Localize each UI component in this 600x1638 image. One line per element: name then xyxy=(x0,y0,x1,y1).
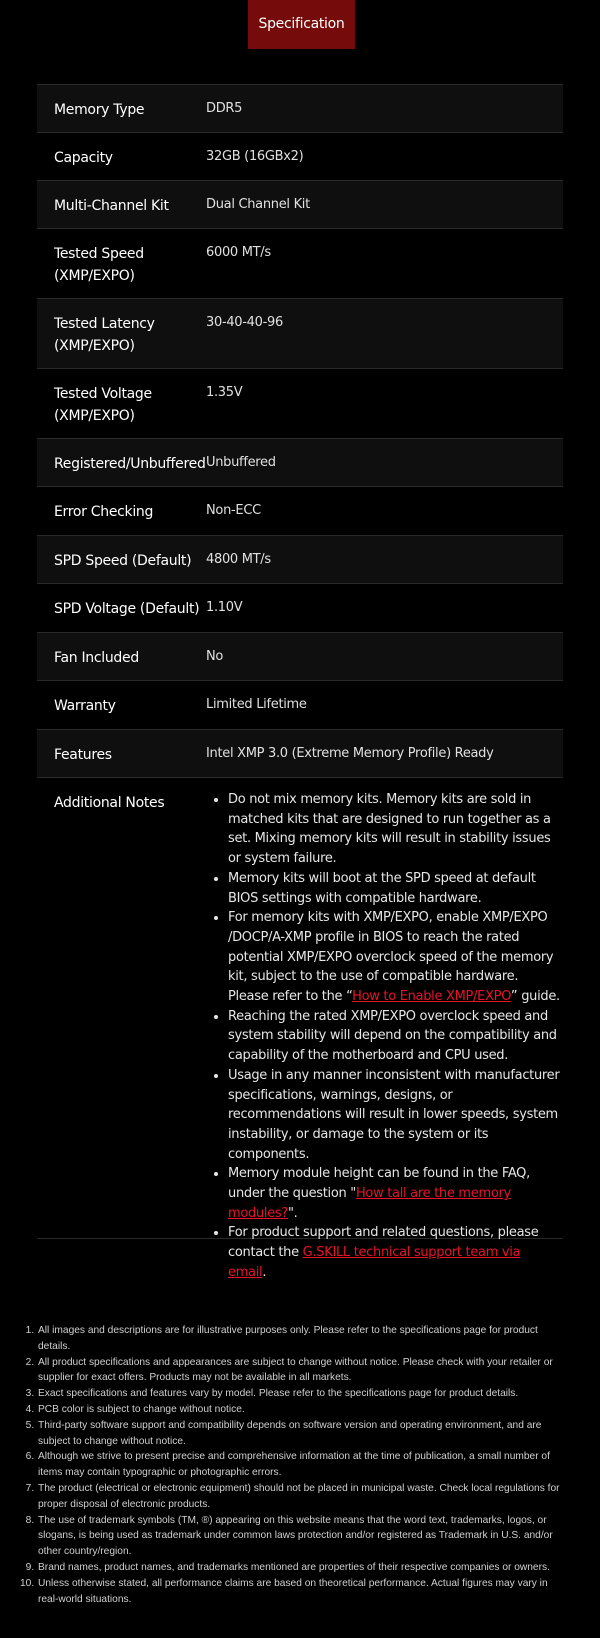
spec-value: DDR5 xyxy=(206,101,243,116)
spec-row-tested-voltage xyxy=(37,369,563,439)
spec-value: Non-ECC xyxy=(206,503,261,518)
spec-label: SPD Voltage (Default) xyxy=(54,601,200,617)
spec-label: Tested Voltage (XMP/EXPO) xyxy=(54,386,152,424)
spec-row-tested-latency xyxy=(37,299,563,369)
xmp-guide-link[interactable]: How to Enable XMP/EXPO xyxy=(352,989,511,1005)
spec-label: Tested Latency (XMP/EXPO) xyxy=(54,316,155,354)
spec-value: Dual Channel Kit xyxy=(206,197,310,212)
note-text: . xyxy=(262,1264,267,1280)
note-text: ". xyxy=(288,1205,298,1221)
module-height-faq-link[interactable]: How tall are the memory modules? xyxy=(228,1186,511,1221)
footnote-item: 3. Exact specifications and features vary by model. Please refer to the specifications page for product details. xyxy=(37,1386,566,1402)
support-email-link[interactable]: G.SKILL technical support team via email xyxy=(228,1245,521,1280)
footnotes xyxy=(0,1323,566,1607)
footnote-item: 8. The use of trademark symbols (TM, ®) appearing on this website means that the word text, trademarks, logos, or slogans, is being used as trademark under common laws protection and/or registered as Trademark in U.S. and/or other country/region. xyxy=(37,1513,566,1560)
footnote-item: 10. Unless otherwise stated, all performance claims are based on theoretical performance. Actual figures may vary in real-world situations. xyxy=(37,1576,566,1608)
footnote-item: 1. All images and descriptions are for illustrative purposes only. Please refer to the specifications page for product details. xyxy=(37,1323,566,1355)
tab-bar xyxy=(0,0,600,50)
spec-value: Limited Lifetime xyxy=(206,697,307,712)
footnote-item: 6. Although we strive to present precise and comprehensive information at the time of publication, a small number of items may contain typographic or photographic errors. xyxy=(37,1449,566,1481)
spec-row-capacity xyxy=(37,133,563,181)
spec-row-fan-included xyxy=(37,633,563,681)
spec-value: 1.10V xyxy=(206,600,243,615)
spec-label: Features xyxy=(54,747,112,763)
spec-row-warranty xyxy=(37,681,563,730)
spec-label: Registered/Unbuffered xyxy=(54,456,206,472)
note-text: Do not mix memory kits. Memory kits are sold in matched kits that are designed to run together as a set. Mixing memory kits will result in stability issues or system failure. xyxy=(228,792,551,867)
spec-value: 6000 MT/s xyxy=(206,245,271,260)
list-item xyxy=(228,908,563,1007)
notes-list xyxy=(206,790,563,1283)
spec-value: 4800 MT/s xyxy=(206,552,271,567)
spec-row-registered-unbuffered xyxy=(37,439,563,487)
list-item xyxy=(228,1066,563,1165)
list-item xyxy=(228,1007,563,1066)
spec-row-features xyxy=(37,730,563,778)
spec-row-multi-channel-kit xyxy=(37,181,563,229)
spec-row-memory-type xyxy=(37,85,563,133)
footnote-item: 7. The product (electrical or electronic equipment) should not be placed in municipal waste. Check local regulations for proper disposal of electronic products. xyxy=(37,1481,566,1513)
spec-label: Warranty xyxy=(54,698,116,714)
spec-value: Intel XMP 3.0 (Extreme Memory Profile) Ready xyxy=(206,746,494,761)
spec-label: SPD Speed (Default) xyxy=(54,553,192,569)
spec-label: Capacity xyxy=(54,150,113,166)
spec-value: 1.35V xyxy=(206,385,243,400)
note-text: For product support and related questions, please contact the xyxy=(228,1225,539,1261)
note-text: For memory kits with XMP/EXPO, enable XMP/EXPO /DOCP/A-XMP profile in BIOS to reach the rated potential XMP/EXPO overclock speed of the memory kit, subject to the use of compatible hardware. Please refer to the “ xyxy=(228,910,554,1005)
footnote-item: 5. Third-party software support and compatibility depends on software version and operating environment, and are subject to change without notice. xyxy=(37,1418,566,1450)
spec-label: Tested Speed (XMP/EXPO) xyxy=(54,246,144,284)
spec-value: Unbuffered xyxy=(206,455,276,470)
spec-label: Multi-Channel Kit xyxy=(54,198,169,214)
list-item xyxy=(228,1223,563,1282)
spec-value: No xyxy=(206,649,224,664)
spec-row-error-checking xyxy=(37,487,563,536)
list-item xyxy=(228,869,563,908)
spec-table xyxy=(37,84,563,1280)
footnote-item: 9. Brand names, product names, and trademarks mentioned are properties of their respective companies or owners. xyxy=(37,1560,566,1576)
note-text: ” guide. xyxy=(510,989,560,1005)
note-text: Memory kits will boot at the SPD speed at default BIOS settings with compatible hardware. xyxy=(228,870,536,906)
spec-label: Additional Notes xyxy=(54,795,165,811)
note-text: Usage in any manner inconsistent with manufacturer specifications, warnings, designs, or recommendations will result in lower speeds, system instability, or damage to the system or its components. xyxy=(228,1067,560,1162)
note-text: Memory module height can be found in the FAQ, under the question " xyxy=(228,1166,530,1202)
spec-row-spd-speed xyxy=(37,536,563,584)
note-text: Reaching the rated XMP/EXPO overclock speed and system stability will depend on the compatibility and capability of the motherboard and CPU used. xyxy=(228,1008,557,1064)
spec-label: Memory Type xyxy=(54,102,145,118)
spec-value: 32GB (16GBx2) xyxy=(206,149,304,164)
spec-label: Error Checking xyxy=(54,504,154,520)
list-item xyxy=(228,1164,563,1223)
spec-row-tested-speed xyxy=(37,229,563,299)
additional-notes xyxy=(206,778,563,1283)
footnote-item: 2. All product specifications and appearances are subject to change without notice. Please check with your retailer or supplier for exact offers. Products may not be available in all markets. xyxy=(37,1355,566,1387)
tab-specification[interactable]: Specification xyxy=(248,0,355,49)
spec-value: 30-40-40-96 xyxy=(206,315,283,330)
spec-row-additional-notes xyxy=(37,778,563,1280)
footnote-item: 4. PCB color is subject to change without notice. xyxy=(37,1402,566,1418)
spec-label: Fan Included xyxy=(54,650,139,666)
list-item xyxy=(228,790,563,869)
spec-row-spd-voltage xyxy=(37,584,563,633)
